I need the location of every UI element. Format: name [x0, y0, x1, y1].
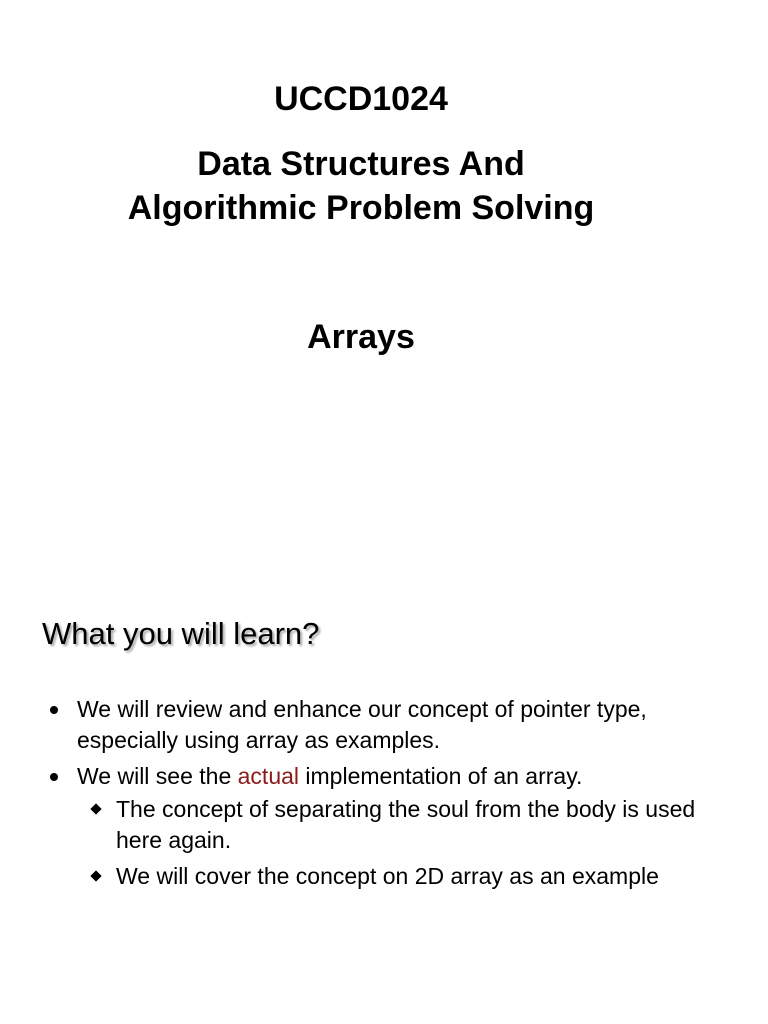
section-heading: What you will learn?: [42, 616, 320, 651]
topic-title: Arrays: [307, 318, 415, 356]
course-code: UCCD1024: [274, 80, 448, 118]
bullet-dot-icon: [50, 706, 58, 714]
bullet-text-after: implementation of an array.: [299, 763, 583, 789]
course-title-line-1: Data Structures And: [197, 145, 525, 183]
bullet-list: [0, 694, 768, 897]
sub-bullet-text: The concept of separating the soul from the body is used here again.: [116, 796, 696, 853]
bullet-dot-icon: [50, 773, 58, 781]
sub-bullet-text: We will cover the concept on 2D array as an example: [116, 863, 659, 889]
highlighted-word: actual: [237, 763, 300, 789]
course-title: [0, 142, 722, 230]
sub-bullet-item: [77, 794, 738, 856]
bullet-item: [0, 694, 768, 756]
sub-bullet-list: [77, 794, 738, 892]
bullet-text-before: We will see the: [77, 763, 238, 789]
bullet-text: We will review and enhance our concept of pointer type, especially using array as examples.: [77, 696, 647, 753]
course-title-line-2: Algorithmic Problem Solving: [127, 189, 595, 227]
diamond-bullet-icon: [90, 803, 101, 814]
diamond-bullet-icon: [90, 870, 101, 881]
sub-bullet-item: [77, 861, 738, 892]
bullet-item: [0, 761, 768, 892]
